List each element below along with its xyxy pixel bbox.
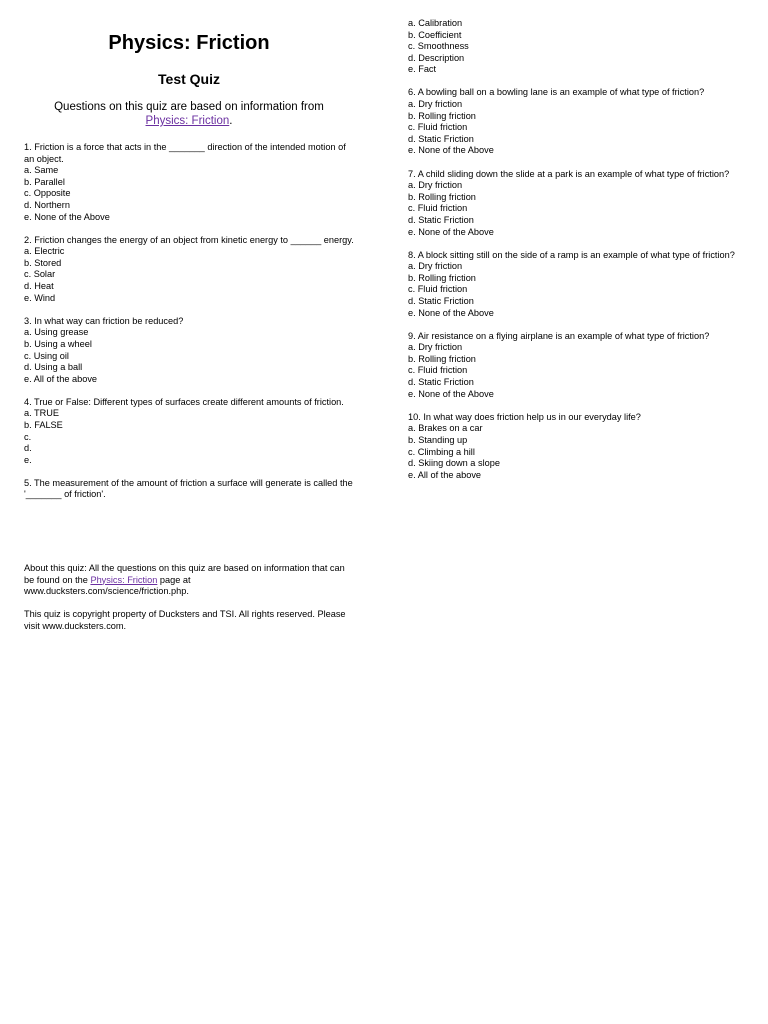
- question-text: 7. A child sliding down the slide at a park is an example of what type of friction?: [408, 168, 730, 179]
- about-text: About this quiz: All the questions on this quiz are based on information that can be found on the: [24, 563, 345, 585]
- option: a. Calibration: [408, 18, 463, 28]
- intro-end: .: [229, 115, 233, 127]
- option: b. Coefficient: [408, 29, 462, 40]
- question-text: 1. Friction is a force that acts in the _______ direction of the intended motion of an object.: [24, 142, 346, 164]
- question-5: [24, 478, 354, 501]
- question-3: [24, 316, 354, 386]
- option: c. Fluid friction: [408, 365, 468, 376]
- option-list: [408, 423, 744, 481]
- option: b. Rolling friction: [408, 191, 476, 202]
- about-link[interactable]: Physics: Friction: [90, 574, 158, 585]
- option-list: [408, 180, 744, 238]
- option: a. Brakes on a car: [408, 423, 483, 434]
- option: d. Northern: [24, 199, 70, 210]
- question-text: 8. A block sitting still on the side of a ramp is an example of what type of friction?: [408, 249, 735, 260]
- option: c. Fluid friction: [408, 284, 468, 295]
- option: d. Static Friction: [408, 214, 474, 225]
- option: a. Same: [24, 165, 59, 176]
- option: b. Stored: [24, 257, 62, 268]
- option: e. None of the Above: [24, 211, 110, 222]
- option: b. Standing up: [408, 434, 468, 445]
- page-subtitle: Test Quiz: [158, 71, 220, 87]
- about-quiz: [24, 563, 354, 598]
- question-7: [408, 169, 744, 239]
- option: a. Dry friction: [408, 261, 463, 272]
- question-text: 10. In what way does friction help us in our everyday life?: [408, 411, 641, 422]
- question-2: [24, 235, 354, 305]
- option: d. Heat: [24, 281, 54, 292]
- question-text: 5. The measurement of the amount of friction a surface will generate is called the '_______ of friction'.: [24, 477, 353, 500]
- option-list: [24, 327, 354, 385]
- option: a. Dry friction: [408, 180, 463, 191]
- option: c. Climbing a hill: [408, 446, 475, 457]
- option: e. None of the Above: [408, 388, 494, 399]
- option: e. All of the above: [408, 469, 482, 480]
- question-8: [408, 250, 744, 320]
- option: b. Rolling friction: [408, 110, 476, 121]
- question-text: 6. A bowling ball on a bowling lane is an example of what type of friction?: [408, 87, 705, 98]
- option: b. FALSE: [24, 419, 63, 430]
- intro-link[interactable]: Physics: Friction: [145, 115, 230, 127]
- option: a. TRUE: [24, 408, 60, 419]
- option: a. Using grease: [24, 327, 89, 338]
- option: a. Dry friction: [408, 99, 463, 110]
- option-list: [24, 408, 354, 466]
- option: b. Using a wheel: [24, 338, 92, 349]
- option: c. Solar: [24, 269, 56, 280]
- question-text: 4. True or False: Different types of surfaces create different amounts of friction.: [24, 396, 344, 407]
- question-4: [24, 397, 354, 467]
- option-list: [408, 342, 744, 400]
- question-9: [408, 331, 744, 401]
- option: a. Dry friction: [408, 342, 463, 353]
- question-1: [24, 142, 354, 223]
- option: e. None of the Above: [408, 145, 494, 156]
- option: e. Wind: [24, 292, 56, 303]
- option: c. Fluid friction: [408, 122, 468, 133]
- option: b. Rolling friction: [408, 353, 476, 364]
- about-text-end: page at www.ducksters.com/science/friction.php.: [24, 574, 191, 597]
- option: d. Static Friction: [408, 133, 474, 144]
- copyright-notice: This quiz is copyright property of Ducksters and TSI. All rights reserved. Please visit www.ducksters.com.: [24, 609, 346, 631]
- question-5-option-list: [408, 18, 744, 76]
- option: a. Electric: [24, 246, 65, 257]
- option: e. Fact: [408, 64, 437, 75]
- option: b. Parallel: [24, 176, 65, 187]
- option: c. Fluid friction: [408, 203, 468, 214]
- option: d. Static Friction: [408, 377, 474, 388]
- question-text: 2. Friction changes the energy of an object from kinetic energy to ______ energy.: [24, 234, 354, 245]
- intro-text: Questions on this quiz are based on information from: [54, 101, 324, 113]
- option: e. None of the Above: [408, 226, 494, 237]
- question-6: [408, 87, 744, 157]
- option: d. Description: [408, 52, 465, 63]
- option: c. Smoothness: [408, 41, 469, 52]
- option-list: [24, 246, 354, 304]
- option: d. Skiing down a slope: [408, 458, 500, 469]
- option: d. Using a ball: [24, 362, 83, 373]
- option: d. Static Friction: [408, 295, 474, 306]
- option: c. Using oil: [24, 350, 69, 361]
- option: e.: [24, 454, 32, 465]
- question-text: 9. Air resistance on a flying airplane is an example of what type of friction?: [408, 330, 710, 341]
- option-list: [408, 99, 744, 157]
- option: e. None of the Above: [408, 307, 494, 318]
- option: c. Opposite: [24, 188, 71, 199]
- left-column: [24, 30, 354, 633]
- option-list: [24, 165, 354, 223]
- intro-paragraph: [24, 100, 354, 128]
- questions-left: [24, 142, 354, 633]
- question-10: [408, 412, 744, 482]
- option: d.: [24, 443, 32, 454]
- option-list: [408, 261, 744, 319]
- right-column: [408, 18, 744, 481]
- question-text: 3. In what way can friction be reduced?: [24, 315, 184, 326]
- option: e. All of the above: [24, 373, 98, 384]
- page-title: Physics: Friction: [108, 32, 270, 54]
- option: b. Rolling friction: [408, 272, 476, 283]
- option: c.: [24, 431, 32, 442]
